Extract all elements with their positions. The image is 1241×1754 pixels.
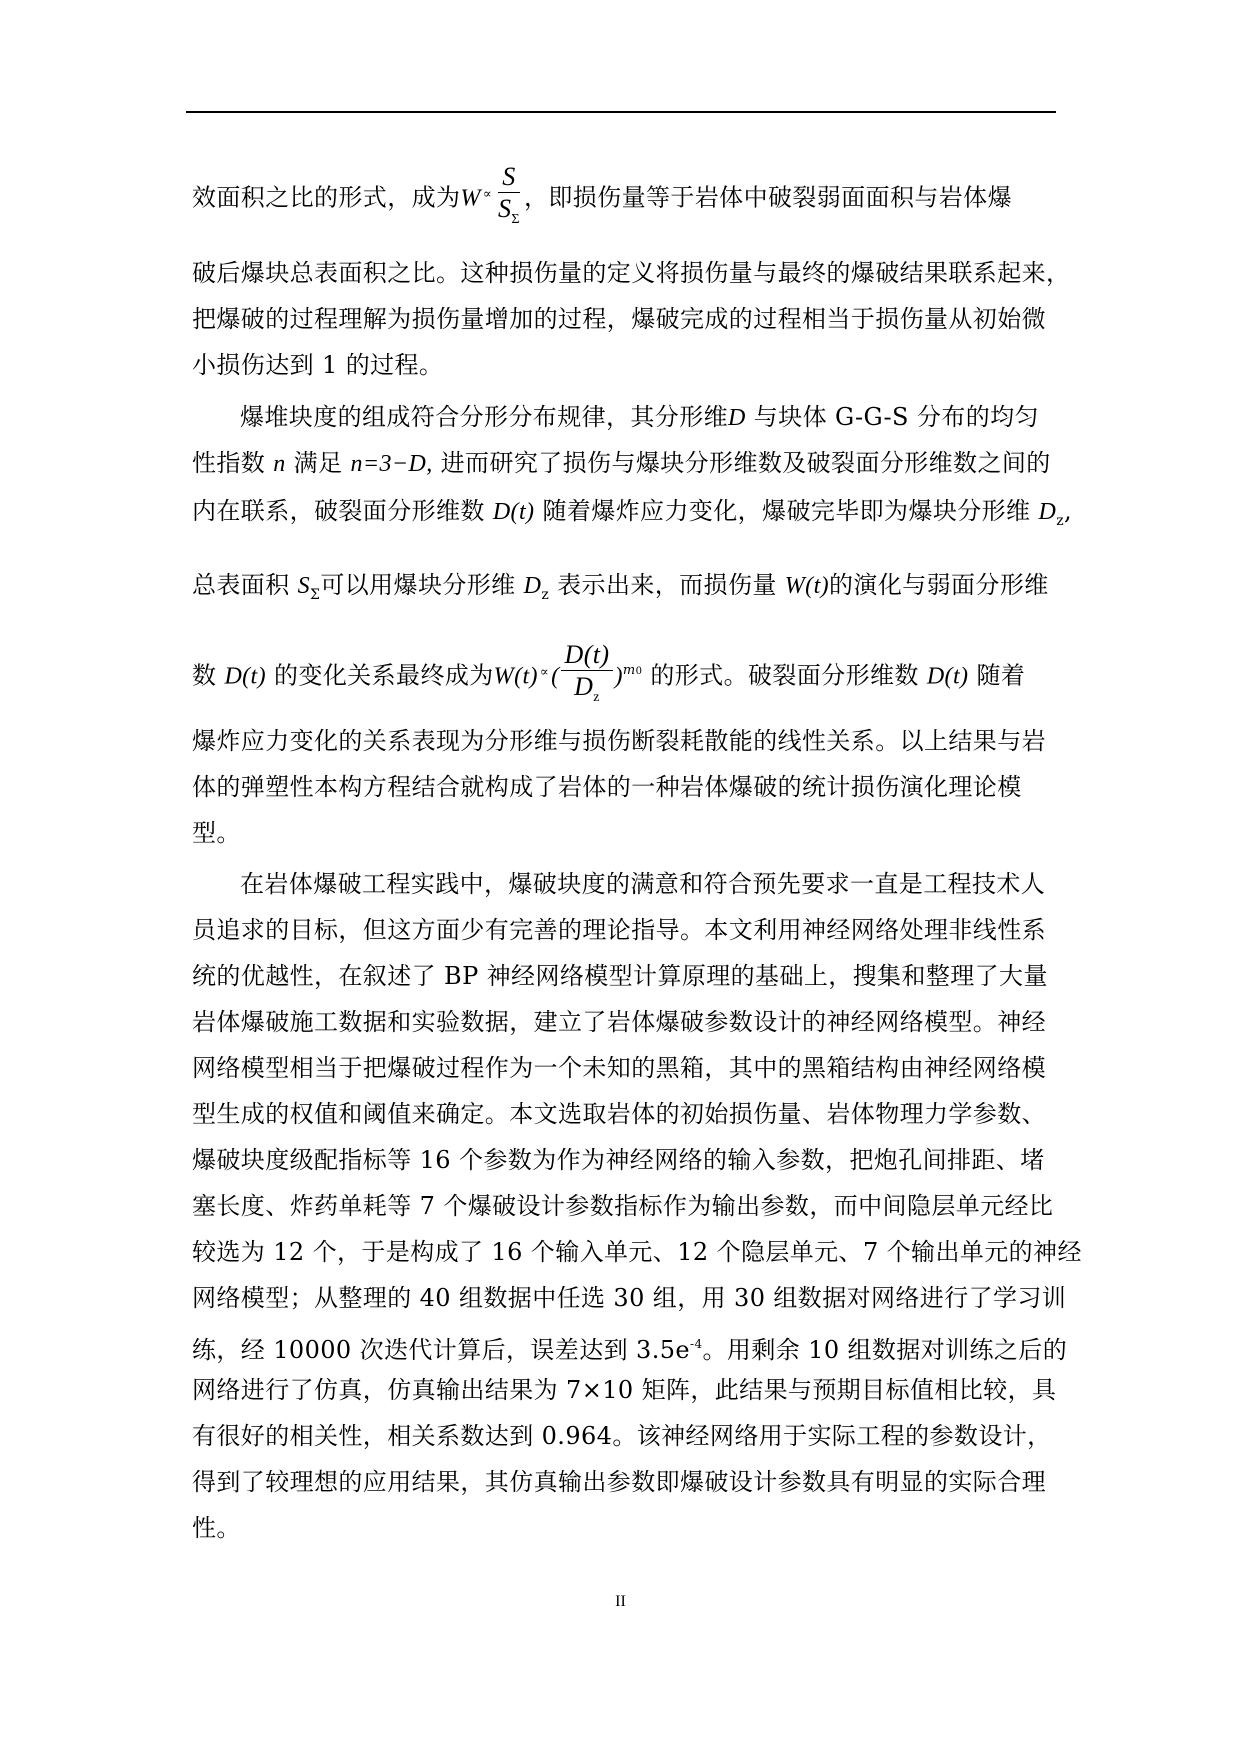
exp-symbol: m — [622, 662, 636, 678]
den-symbol: S — [498, 194, 512, 223]
den-subscript: Σ — [511, 212, 520, 227]
text: , — [1064, 497, 1073, 525]
p3-line-6: 型生成的权值和阈值来确定。本文选取岩体的初始损伤量、岩体物理力学参数、 — [192, 1100, 1046, 1128]
den-symbol: D — [574, 672, 594, 701]
text: 进而研究了损伤与爆块分形维数及破裂面分形维数之间的 — [432, 449, 1051, 477]
var-dz: D — [523, 573, 542, 599]
p3-line-2: 员追求的目标，但这方面少有完善的理论指导。本文利用神经网络处理非线性系 — [192, 916, 1046, 944]
text: ，即损伤量等于岩体中破裂弱面面积与岩体爆 — [523, 183, 1012, 212]
var-wt: W(t) — [784, 573, 830, 599]
var-dt: D(t) — [926, 663, 969, 690]
text: 可以用爆块分形维 — [320, 571, 524, 599]
text: 满足 — [285, 449, 351, 477]
p2-line-3 — [192, 496, 1073, 536]
text: 性指数 — [192, 449, 274, 477]
subscript: z — [541, 587, 550, 603]
text: 的变化关系最终成为 — [266, 661, 494, 690]
subscript: z — [1056, 513, 1064, 529]
approx-symbol: ∝ — [539, 664, 550, 680]
p1-line-4: 小损伤达到 1 的过程。 — [192, 351, 444, 379]
fraction-numerator: S — [498, 162, 520, 193]
text: 表示出来，而损伤量 — [549, 571, 785, 599]
p2-line-6: 爆炸应力变化的关系表现为分形维与损伤断裂耗散能的线性关系。以上结果与岩 — [192, 727, 1046, 755]
exp-subscript: 0 — [635, 665, 643, 677]
p2-line-7: 体的弹塑性本构方程结合就构成了岩体的一种岩体爆破的统计损伤演化理论模 — [192, 773, 1022, 801]
formula-wt-lhs: W(t) — [493, 663, 538, 690]
p3-line-9: 较选为 12 个，于是构成了 16 个输入单元、12 个隐层单元、7 个输出单元的神经 — [192, 1238, 1082, 1266]
p2-line-8: 型。 — [192, 819, 241, 847]
p3-line-3: 统的优越性，在叙述了 BP 神经网络模型计算原理的基础上，搜集和整理了大量 — [192, 962, 1048, 990]
text: 随着爆炸应力变化，爆破完毕即为爆块分形维 — [534, 497, 1039, 525]
p3-line-12: 网络进行了仿真，仿真输出结果为 7×10 矩阵，此结果与预期目标值相比较，具 — [192, 1376, 1057, 1404]
header-rule — [186, 111, 1056, 113]
approx-symbol: ∝ — [482, 186, 493, 202]
p2-line-4 — [192, 570, 1054, 610]
var-s: S — [297, 573, 311, 599]
fraction-numerator: D(t) — [561, 640, 614, 671]
p2-line-5 — [192, 640, 1054, 714]
var-dt: D(t) — [492, 499, 535, 525]
fraction-s-over-ssigma — [498, 162, 520, 236]
exponent: -4 — [690, 1337, 703, 1351]
p2-line-2 — [192, 448, 1054, 479]
text: 总表面积 — [192, 571, 298, 599]
page-number: II — [615, 1593, 626, 1610]
subscript: Σ — [310, 587, 321, 603]
var-n: n — [273, 451, 286, 477]
p3-line-5: 网络模型相当于把爆破过程作为一个未知的黑箱，其中的黑箱结构由神经网络模 — [192, 1054, 1046, 1082]
formula-w-lhs: W — [460, 185, 481, 212]
text: 与块体 G-G-S 分布的均匀 — [745, 403, 1039, 431]
equation-n: n=3−D, — [350, 451, 433, 477]
paren-open: ( — [551, 663, 560, 690]
fraction-denominator — [498, 193, 520, 236]
fraction-dt-over-dz — [561, 640, 614, 714]
p1-line-3: 把爆破的过程理解为损伤量增加的过程，爆破完成的过程相当于损伤量从初始微 — [192, 305, 1046, 333]
text: 爆堆块度的组成符合分形分布规律，其分形维 — [240, 403, 728, 431]
p3-line-7: 爆破块度级配指标等 16 个参数为作为神经网络的输入参数，把炮孔间排距、堵 — [192, 1146, 1045, 1174]
text: 的形式。破裂面分形维数 — [642, 661, 927, 690]
p3-line-8: 塞长度、炸药单耗等 7 个爆破设计参数指标作为输出参数，而中间隐层单元经比 — [192, 1192, 1054, 1220]
text: 的演化与弱面分形维 — [829, 571, 1049, 599]
p3-line-13: 有很好的相关性，相关系数达到 0.964。该神经网络用于实际工程的参数设计， — [192, 1422, 1052, 1450]
text: 练，经 10000 次迭代计算后，误差达到 3.5e — [192, 1336, 691, 1364]
p3-line-1: 在岩体爆破工程实践中，爆破块度的满意和符合预先要求一直是工程技术人 — [240, 870, 1046, 898]
p3-line-14: 得到了较理想的应用结果，其仿真输出参数即爆破设计参数具有明显的实际合理 — [192, 1468, 1046, 1496]
text: 效面积之比的形式，成为 — [192, 183, 461, 212]
p2-line-1 — [240, 402, 1054, 433]
text: 。用剩余 10 组数据对训练之后的 — [702, 1336, 1068, 1364]
text: 数 — [192, 661, 225, 690]
den-subscript: z — [593, 690, 600, 705]
p3-line-11 — [192, 1329, 1068, 1365]
paren-close: ) — [614, 663, 623, 690]
p3-line-4: 岩体爆破施工数据和实验数据，建立了岩体爆破参数设计的神经网络模型。神经 — [192, 1008, 1046, 1036]
var-dz: D — [1038, 499, 1057, 525]
var-d: D — [728, 405, 746, 431]
var-dt: D(t) — [224, 663, 267, 690]
p3-line-10: 网络模型；从整理的 40 组数据中任选 30 组，用 30 组数据对网络进行了学习训 — [192, 1284, 1067, 1312]
text: 随着 — [968, 661, 1026, 690]
p3-line-15: 性。 — [192, 1514, 241, 1542]
p1-line-2: 破后爆块总表面积之比。这种损伤量的定义将损伤量与最终的爆破结果联系起来， — [192, 259, 1071, 287]
text: 内在联系，破裂面分形维数 — [192, 497, 493, 525]
fraction-denominator — [561, 671, 614, 714]
p1-line-1 — [192, 162, 1054, 236]
exponent — [623, 663, 643, 678]
